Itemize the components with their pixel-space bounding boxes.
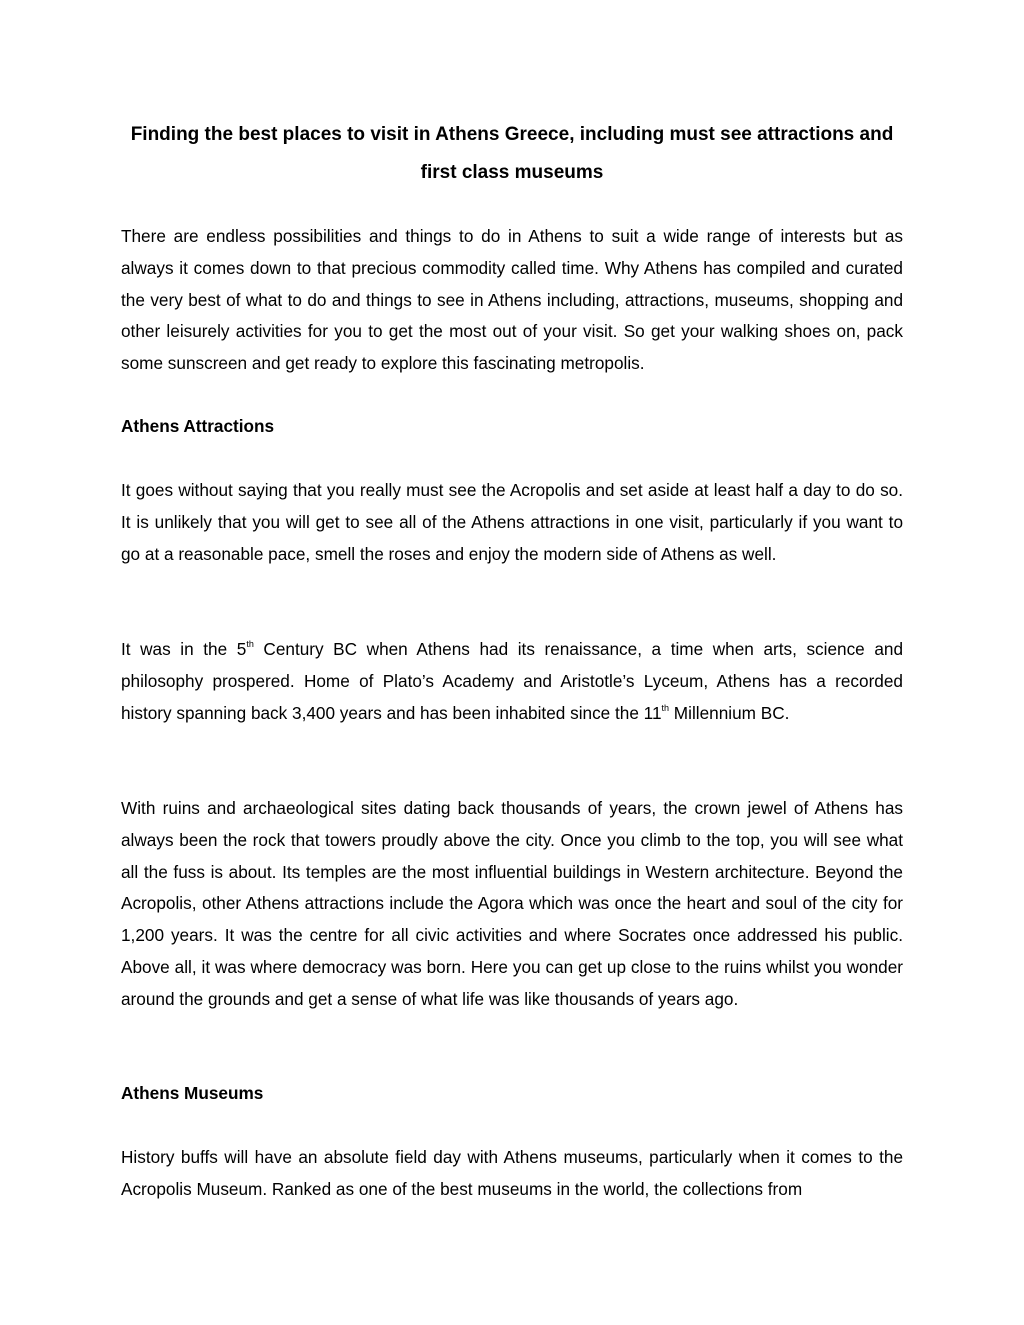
museums-paragraph-1: History buffs will have an absolute field day with Athens museums, particularly when it comes to the Acropolis Museum. Ranked as one of the best museums in the world, the collections from — [121, 1147, 903, 1199]
museums-heading: Athens Museums — [121, 1083, 264, 1103]
ordinal-suffix-2: th — [661, 702, 670, 713]
history-text-part-1: It was in the 5 — [121, 639, 247, 659]
intro-paragraph: There are endless possibilities and things to do in Athens to suit a wide range of interests but as always it comes down to that precious commodity called time. Why Athens has compiled and curated the very best of what to do and things to see in Athens including, attractions, museums, shopping and other leisurely activities for you to get the most out of your visit. So get your walking shoes on, pack some sunscreen and get ready to explore this fascinating metropolis. — [121, 226, 903, 374]
attractions-paragraph-1: It goes without saying that you really must see the Acropolis and set aside at least half a day to do so. It is unlikely that you will get to see all of the Athens attractions in one visit, particularly if you want to go at a reasonable pace, smell the roses and enjoy the modern side of Athens as well. — [121, 480, 903, 564]
ordinal-suffix-1: th — [246, 639, 254, 649]
attractions-heading: Athens Attractions — [121, 416, 275, 436]
attractions-paragraph-2 — [121, 634, 903, 729]
history-text-part-2: Century BC when Athens had its renaissance, a time when arts, science and philosophy prospered. Home of Plato’s Academy and Aristotle’s Lyceum, Athens has a recorded history spanning back 3,400 years and has been inhabited since the 11 — [121, 639, 904, 723]
document-title: Finding the best places to visit in Athens Greece, including must see attractions and first class museums — [130, 124, 894, 183]
history-text-part-3: Millennium BC. — [669, 702, 790, 723]
attractions-paragraph-3: With ruins and archaeological sites dating back thousands of years, the crown jewel of Athens has always been the rock that towers proudly above the city. Once you climb to the top, you will see what all the fuss is about. Its temples are the most influential buildings in Western architecture. Beyond the Acropolis, other Athens attractions include the Agora which was once the heart and soul of the city for 1,200 years. It was the centre for all civic activities and where Socrates once addressed his public. Above all, it was where democracy was born. Here you can get up close to the ruins whilst you wonder around the grounds and get a sense of what life was like thousands of years ago. — [121, 798, 903, 1009]
